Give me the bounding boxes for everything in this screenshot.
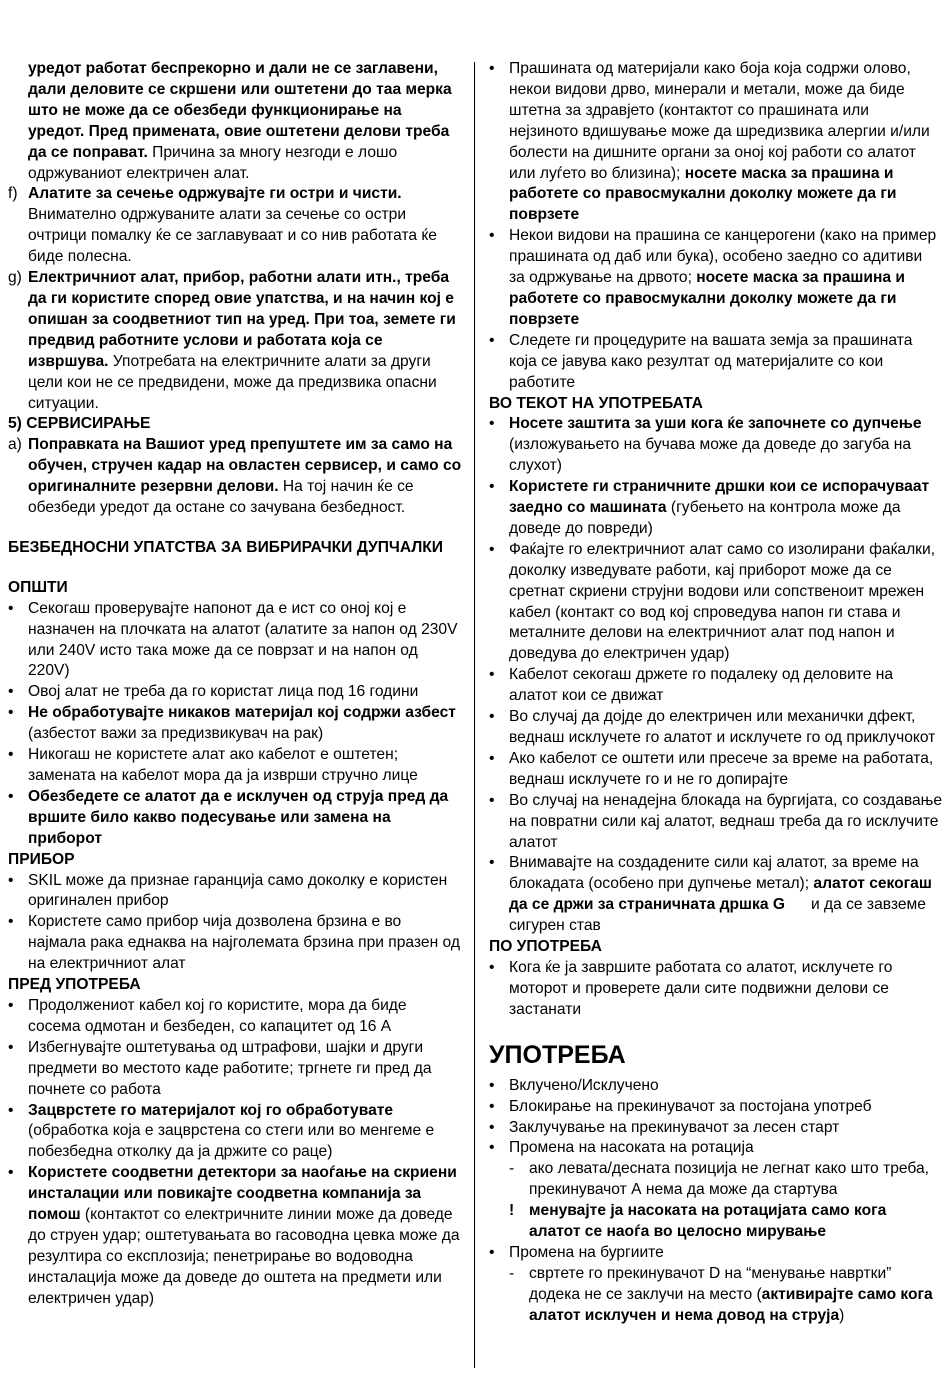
list-item [489, 749, 942, 791]
continued-paragraph [8, 59, 462, 184]
list-item-text: (азбестот важи за предизвикувач на рак) [28, 725, 324, 743]
list-item-text: Продолжениот кабел кој го користите, мора да биде сосема одмотан и безбеден, со капацитет од 16 А [28, 996, 407, 1035]
sub-list-item-bold: активирајте само кога алатот исклучен и нема довод на струја [529, 1285, 933, 1324]
warning-text: менувајте ја насоката на ротацијата само кога алатот се наоѓа во целосно мирување [529, 1202, 887, 1241]
list-item [8, 996, 462, 1038]
rule-f-bold: Алатите за сечење одржувајте ги остри и чисти. [28, 185, 402, 203]
right-column [489, 59, 942, 1327]
list-item [489, 1076, 942, 1097]
bullet-icon: • [489, 1118, 495, 1136]
list-item [489, 1118, 942, 1139]
rule-f [8, 184, 462, 268]
list-item-text: Промена на насоката на ротација [509, 1139, 754, 1157]
list-item-text: Ако кабелот се оштети или пресече за време на работата, веднаш исклучете го и не го допирајте [509, 749, 934, 788]
dash-icon: - [509, 1264, 515, 1282]
continued-bold-text: уредот работат беспрекорно и дали не се заглавени, дали деловите се скршени или оштетени до таа мерка што не може да се обезбеди функционирање на уредот. Пред примената, овие оштетени делови треба да се поправат. [28, 60, 452, 161]
sub-list-item-text: ако левата/десната позиција не легнат како што треба, прекинувачот А нема да може да стартува [529, 1160, 929, 1199]
list-item-text: Овој алат не треба да го користат лица под 16 години [28, 683, 419, 701]
list-item-text: Внимавајте на создадените сили кај алатот, за време на блокадата (особено при дупчење метал); [509, 854, 919, 893]
dash-icon: - [509, 1160, 515, 1178]
rule-a-text: На тој начин ќе се обезбеди уредот да остане со зачувана безбедност. [28, 478, 414, 517]
rule-f-marker: f) [8, 185, 18, 203]
list-item-text: Во случај на ненадејна блокада на бургијата, со создавање на повратни сили кај алатот, веднаш треба да го исклучите алатот [509, 791, 942, 851]
list-item-text: Користете само прибор чија дозволена брзина е во најмала рака еднаква на најголемата брзина при празен од на електричниот алат [28, 913, 460, 973]
list-item-text: Во случај да дојде до електричен или механички дфект, веднаш исклучете го алатот и исклучете го од приклучокот [509, 708, 936, 746]
list-item [489, 958, 942, 1021]
list-item-text: Некои видови на прашина се канцерогени (како на пример прашината од даб или бука), особено заедно со адитиви за одржување на дрвото; [509, 227, 937, 287]
list-item [8, 745, 462, 787]
sub-list-item-end: ) [839, 1306, 845, 1324]
list-item [8, 703, 462, 745]
accessories-heading: ПРИБОР [8, 850, 75, 868]
bullet-icon: • [8, 1164, 14, 1182]
bullet-icon: • [489, 1076, 495, 1094]
list-item-text: Следете ги процедурите на вашата земја за прашината која се јавува како резултат од материјалите со кои работите [509, 331, 913, 391]
list-item-text: Избегнувајте оштетувања од штрафови, шајки и други предмети во местото каде работите; тргнете ги пред да почнете со работа [28, 1038, 432, 1098]
list-item-text: (обработка која е зацврстена со стеги или во менгеме е побезбедна отколку да ја држите со раце) [28, 1122, 435, 1161]
list-item [8, 787, 462, 850]
before-use-heading: ПРЕД УПОТРЕБА [8, 976, 141, 994]
bullet-icon: • [489, 958, 495, 976]
bullet-icon: • [489, 791, 495, 809]
list-item [489, 665, 942, 707]
warning-icon: ! [509, 1202, 515, 1220]
list-item-text: Фаќајте го електричниот алат само со изолирани фаќалки, доколку изведувате работи, кај приборот може да се сретнат скриени струјни водови или сопственоит мрежен кабел (контакт со вод кој спроведува напон ги става и металните делови на електричниот алат под напон и доведува до електричен удар) [509, 540, 936, 663]
list-item-bold: носете маска за прашина и работете со правосмукални доколку можете да ги поврзете [509, 269, 906, 328]
list-item-text: Секогаш проверувајте напонот да е ист со оној кој е назначен на плочката на алатот (алатите за напон од 230V или 240V исто така може да се поврзат и на напон од 220V) [28, 599, 458, 680]
bullet-icon: • [8, 787, 14, 805]
list-item [489, 1097, 942, 1118]
list-item [8, 912, 462, 975]
list-item-text: Заклучување на прекинувачот за лесен старт [509, 1118, 840, 1136]
bullet-icon: • [8, 599, 14, 617]
use-section-title: УПОТРЕБА [489, 1040, 626, 1069]
sub-list-item [489, 1264, 942, 1327]
list-item-text: и да се завземе сигурен став [509, 896, 931, 935]
list-item [489, 1243, 942, 1264]
safety-instructions-title: БЕЗБЕДНОСНИ УПАТСТВА ЗА ВИБРИРАЧКИ ДУПЧАЛКИ [8, 538, 443, 556]
bullet-icon: • [489, 708, 495, 726]
left-column [8, 59, 462, 1310]
bullet-icon: • [8, 1101, 14, 1119]
continued-text: Причина за многу незгоди е лошо одржуваниот електричен алат. [28, 143, 398, 182]
list-item [489, 1138, 942, 1159]
rule-g [8, 268, 462, 414]
list-item [8, 682, 462, 703]
list-item-text: (изложувањето на бучава може да доведе до загуба на слухот) [509, 436, 912, 475]
sub-list-item-text: свртете го прекинувачот D на “менување навртки” додека не се заклучи на место ( [529, 1264, 892, 1303]
column-divider [474, 62, 475, 1368]
list-item-text: Промена на бургиите [509, 1243, 664, 1261]
rule-g-marker: g) [8, 269, 22, 287]
bullet-icon: • [489, 1243, 495, 1261]
list-item [8, 599, 462, 683]
rule-g-text: Употребата на електричните алати за други цели кои не се предвидени, може да предизвика опасни ситуации. [28, 352, 437, 412]
list-item [489, 707, 942, 749]
bullet-icon: • [489, 666, 495, 684]
bullet-icon: • [8, 996, 14, 1014]
section-servicing-heading: 5) СЕРВИСИРАЊЕ [8, 415, 151, 433]
bullet-icon: • [489, 540, 495, 558]
list-item-text: Кога ќе ја завршите работата со алатот, исклучете го моторот и проверете дали сите подвижни делови се застанати [509, 958, 893, 1018]
list-item-text: Прашината од материјали како боја која содржи олово, некои видови дрво, минерали и метали, може да биде штетна за здравјето (контактот со прашината или нејзиното вдишување може да шредизвика алергии и/или болести на дишните органи за оној кој работи со алатот или луѓето во близина); [509, 60, 930, 182]
general-heading: ОПШТИ [8, 578, 68, 596]
list-item-text: Вклучено/Исклучено [509, 1076, 659, 1094]
bullet-icon: • [8, 683, 14, 701]
bullet-icon: • [489, 227, 495, 245]
rule-f-text: Внимателно одржуваните алати за сечење со остри очтрици помалку ќе се заглавуваат и со нив работата ќе биде полесна. [28, 206, 437, 266]
list-item [489, 853, 942, 937]
rule-a-marker: a) [8, 436, 22, 454]
list-item [489, 226, 942, 331]
list-item-text: (контактот со електричните линии може да доведе до струен удар; оштетувањата во гасоводна цевка може да резултира со експлозија; пенетрирање во водоводна инсталација може да доведе до оштета на предмети или електричен удар) [28, 1206, 460, 1307]
bullet-icon: • [489, 60, 495, 77]
list-item-text: Блокирање на прекинувачот за постојана употреб [509, 1097, 872, 1115]
list-item [489, 540, 942, 665]
list-item [489, 331, 942, 394]
warning-item [489, 1201, 942, 1243]
list-item [8, 1038, 462, 1101]
bullet-icon: • [489, 749, 495, 767]
list-item-text: SKIL може да признае гаранција само доколку е користен оригинален прибор [28, 871, 448, 910]
bullet-icon: • [8, 913, 14, 931]
bullet-icon: • [8, 1038, 14, 1056]
list-item-bold: Зацврстете го материјалот кој го обработувате [28, 1101, 394, 1119]
list-item-bold: алатот секогаш да се држи за страничната дршка G [509, 875, 932, 914]
list-item [489, 59, 942, 226]
bullet-icon: • [489, 1097, 495, 1115]
during-use-heading: ВО ТЕКОТ НА УПОТРЕБАТА [489, 394, 703, 412]
list-item [489, 414, 942, 477]
list-item-bold: носете маска за прашина и работете со правосмукални доколку можете да ги поврзете [509, 164, 897, 224]
list-item [8, 871, 462, 913]
bullet-icon: • [8, 871, 14, 889]
list-item-text: Кабелот секогаш држете го подалеку од деловите на алатот кои се движат [509, 666, 894, 705]
rule-a-bold: Поправката на Вашиот уред препуштете им за само на обучен, стручен кадар на овластен сервисер, и само со оригиналните резервни делови. [28, 436, 462, 496]
after-use-heading: ПО УПОТРЕБА [489, 938, 602, 956]
list-item-bold: Носете заштита за уши кога ќе започнете со дупчење [509, 415, 922, 433]
rule-g-bold: Електричниот алат, прибор, работни алати итн., треба да ги користите според овие упатства, и на начин кој е опишан за соодветниот тип на уред. При тоа, земете ги предвид работните услови и работата која се извршува. [28, 269, 456, 370]
list-item-bold: Користете ги страничните дршки кои се испорачуваат заедно со машината [509, 478, 930, 517]
bullet-icon: • [489, 854, 495, 872]
rule-a [8, 435, 462, 519]
list-item [489, 477, 942, 540]
bullet-icon: • [489, 1139, 495, 1157]
bullet-icon: • [8, 746, 14, 764]
list-item-text: Никогаш не користете алат ако кабелот е оштетен; замената на кабелот мора да ја изврши стручно лице [28, 746, 418, 784]
bullet-icon: • [489, 478, 495, 496]
sub-list-item [489, 1159, 942, 1201]
list-item-bold: Не обработувајте никаков материјал кој содржи азбест [28, 704, 456, 722]
list-item-text: (губењето на контрола може да доведе до повреди) [509, 499, 901, 537]
list-item-bold: Обезбедете се алатот да е исклучен од струја пред да вршите било какво подесување или замена на приборот [28, 787, 449, 847]
bullet-icon: • [8, 704, 14, 722]
list-item [8, 1163, 462, 1309]
list-item [489, 791, 942, 854]
bullet-icon: • [489, 331, 495, 349]
list-item-bold: Користете соодветни детектори за наоѓање на скриени инсталации или повикајте соодветна компанија за помош [28, 1164, 457, 1224]
bullet-icon: • [489, 415, 495, 433]
list-item [8, 1101, 462, 1164]
